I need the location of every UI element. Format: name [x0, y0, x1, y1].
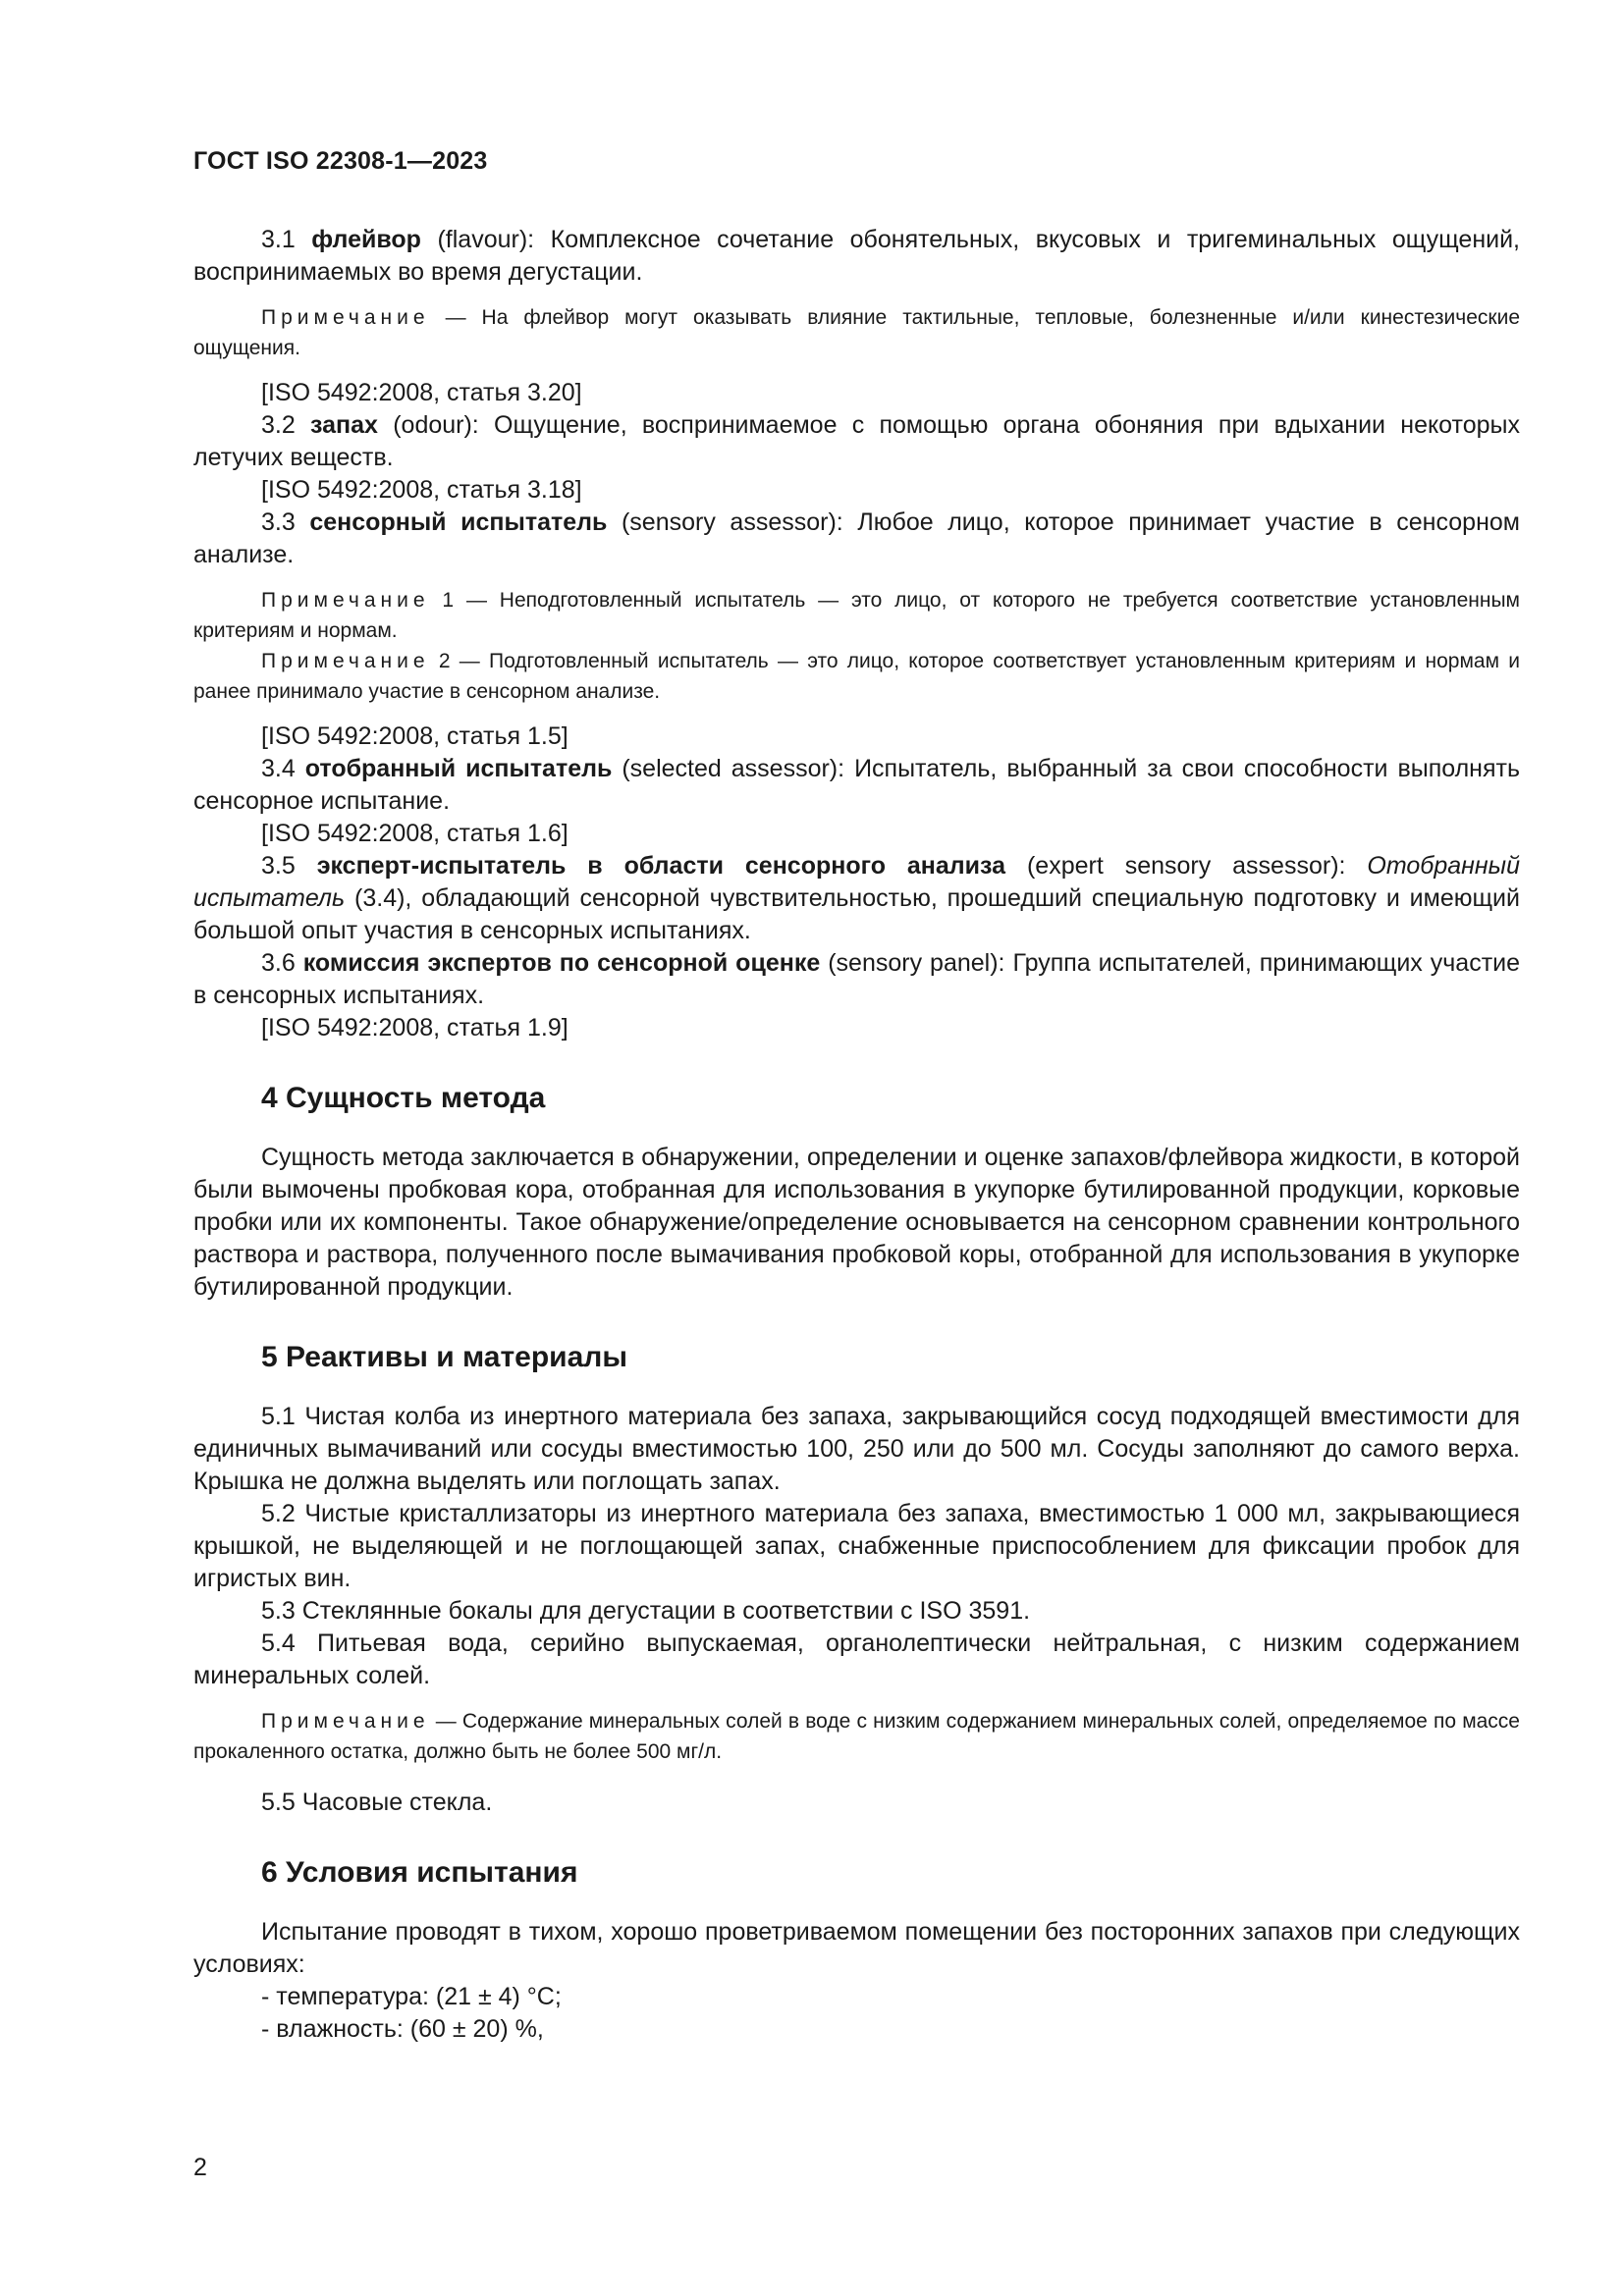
- term-3-4: 3.4 отобранный испытатель (selected assessor): Испытатель, выбранный за свои способности выполнять сенсорное испытание.: [193, 755, 1521, 815]
- condition-temperature: - температура: (21 ± 4) °C;: [261, 1983, 562, 2010]
- condition-humidity: - влажность: (60 ± 20) %,: [261, 2015, 544, 2043]
- section-4-text: Сущность метода заключается в обнаружении, определении и оценке запахов/флейвора жидкости, в которой были вымочены пробковая кора, отобранная для использования в укупорке бутилированной продукции, корковые пробки или их компоненты. Такое обнаружение/определение основывается на сенсорном сравнении контрольного раствора и раствора, полученного после вымачивания пробковой коры, отобранной для использования в укупорке бутилированной продукции.: [193, 1144, 1520, 1301]
- ref-3-3: [ISO 5492:2008, статья 1.5]: [261, 722, 568, 750]
- ref-3-1: [ISO 5492:2008, статья 3.20]: [261, 379, 582, 406]
- document-body: [193, 224, 1520, 2046]
- ref-3-6: [ISO 5492:2008, статья 1.9]: [261, 1014, 568, 1041]
- item-5-5: 5.5 Часовые стекла.: [261, 1789, 493, 1816]
- item-5-1: 5.1 Чистая колба из инертного материала без запаха, закрывающийся сосуд подходящей вместимости для единичных вымачиваний или сосуды вместимостью 100, 250 или до 500 мл. Сосуды заполняют до самого верха. Крышка не должна выделять или поглощать запах.: [193, 1403, 1520, 1495]
- ref-3-4: [ISO 5492:2008, статья 1.6]: [261, 820, 568, 847]
- note-3-1: Примечание — На флейвор могут оказывать влияние тактильные, тепловые, болезненные и/или кинестезические ощущения.: [193, 306, 1521, 359]
- page-number: 2: [193, 2154, 207, 2181]
- section-5-heading: 5 Реактивы и материалы: [261, 1341, 627, 1373]
- note-3-3-2: Примечание 2 — Подготовленный испытатель — это лицо, которое соответствует установленным критериям и нормам и ранее принимало участие в сенсорном анализе.: [193, 650, 1520, 703]
- term-3-5: 3.5 эксперт-испытатель в области сенсорного анализа (expert sensory assessor): Отобранный испытатель (3.4), обладающий сенсорной чувствительностью, прошедший специальную подготовку и имеющий большой опыт участия в сенсорных испытаниях.: [193, 852, 1520, 944]
- term-3-2: 3.2 запах (odour): Ощущение, воспринимаемое с помощью органа обоняния при вдыхании некоторых летучих веществ.: [193, 411, 1520, 471]
- section-6-text: Испытание проводят в тихом, хорошо проветриваемом помещении без посторонних запахов при следующих условиях:: [193, 1918, 1520, 1978]
- item-5-2: 5.2 Чистые кристаллизаторы из инертного материала без запаха, вместимостью 1 000 мл, закрывающиеся крышкой, не выделяющей и не поглощающей запах, снабженные приспособлением для фиксации пробок для игристых вин.: [193, 1500, 1520, 1592]
- term-3-1: 3.1 флейвор (flavour): Комплексное сочетание обонятельных, вкусовых и тригеминальных ощущений, воспринимаемых во время дегустации.: [193, 226, 1520, 286]
- term-3-3: 3.3 сенсорный испытатель (sensory assessor): Любое лицо, которое принимает участие в сенсорном анализе.: [193, 508, 1520, 568]
- item-5-4: 5.4 Питьевая вода, серийно выпускаемая, органолептически нейтральная, с низким содержанием минеральных солей.: [193, 1629, 1520, 1689]
- note-3-3-1: Примечание 1 — Неподготовленный испытатель — это лицо, от которого не требуется соответствие установленным критериям и нормам.: [193, 589, 1520, 642]
- item-5-3: 5.3 Стеклянные бокалы для дегустации в соответствии с ISO 3591.: [261, 1597, 1031, 1625]
- section-6-heading: 6 Условия испытания: [261, 1856, 578, 1889]
- document-header: ГОСТ ISO 22308-1—2023: [193, 147, 488, 175]
- term-3-6: 3.6 комиссия экспертов по сенсорной оценке (sensory panel): Группа испытателей, принимающих участие в сенсорных испытаниях.: [193, 949, 1521, 1009]
- ref-3-2: [ISO 5492:2008, статья 3.18]: [261, 476, 582, 504]
- section-4-heading: 4 Сущность метода: [261, 1082, 546, 1114]
- note-5-4: Примечание — Содержание минеральных солей в воде с низким содержанием минеральных солей, определяемое по массе прокаленного остатка, должно быть не более 500 мг/л.: [193, 1710, 1520, 1763]
